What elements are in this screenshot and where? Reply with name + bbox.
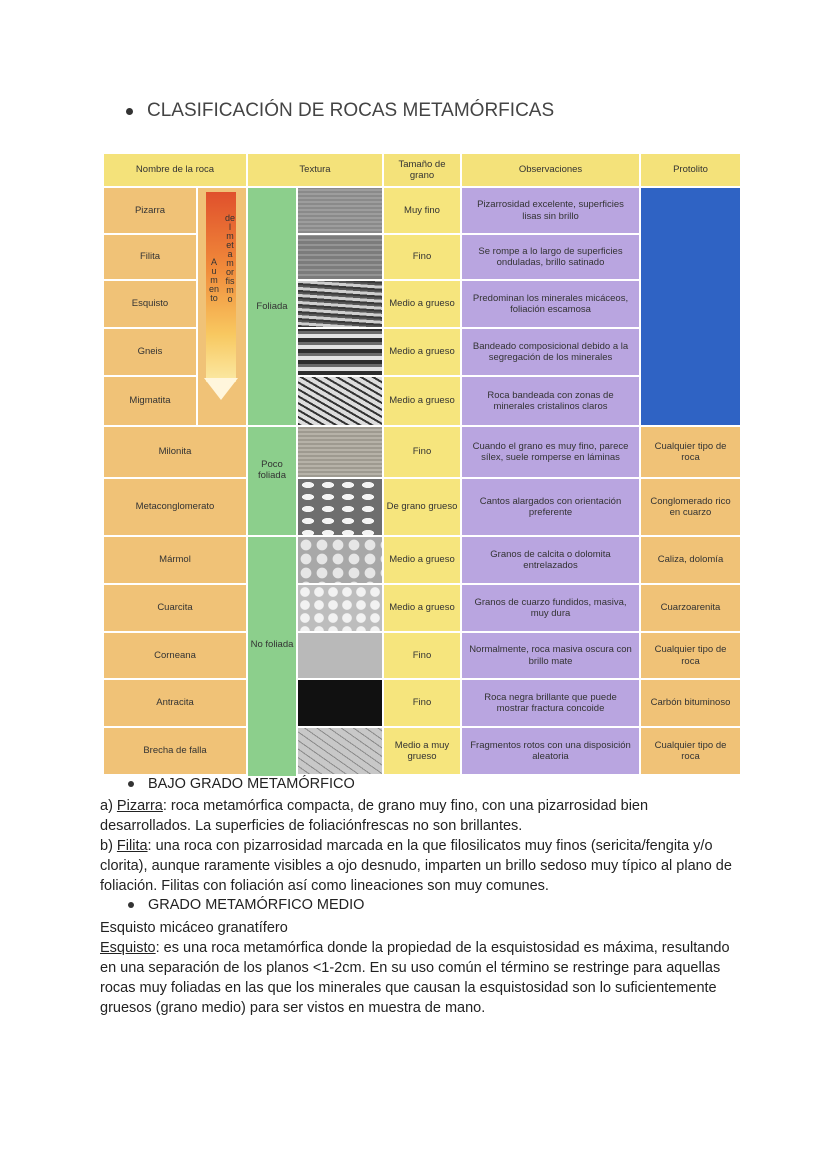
- medio-title-text: GRADO METAMÓRFICO MEDIO: [148, 897, 365, 913]
- texture-group-poco-foliada: Poco foliada: [248, 427, 296, 535]
- texture-group-no-foliada: No foliada: [248, 537, 296, 776]
- observations: Granos de cuarzo fundidos, masiva, muy dura: [462, 585, 639, 631]
- filita-text: : una roca con pizarrosidad marcada en la que filosilicatos muy finos (sericita/fengita y/o clorita), aunque raramente visibles a ojo desnudo, imparten un brillo sedoso muy típico al plano de foliación. Filitas con foliación así como lineaciones son muy comunes.: [100, 838, 732, 894]
- pizarra-prefix: a): [100, 798, 117, 814]
- heading-text: CLASIFICACIÓN DE ROCAS METAMÓRFICAS: [147, 100, 555, 121]
- observations: Roca bandeada con zonas de minerales cristalinos claros: [462, 377, 639, 425]
- header-observations: Observaciones: [462, 154, 639, 186]
- texture-swatch: [298, 235, 382, 279]
- grain-size: Medio a grueso: [384, 537, 460, 583]
- protolith: Caliza, dolomía: [641, 537, 740, 583]
- esquisto-term: Esquisto: [100, 940, 156, 956]
- rock-name: Filita: [104, 235, 196, 279]
- header-protolith: Protolito: [641, 154, 740, 186]
- texture-swatch: [298, 680, 382, 726]
- observations: Roca negra brillante que puede mostrar fractura concoide: [462, 680, 639, 726]
- grain-size: Medio a grueso: [384, 281, 460, 327]
- header-name: Nombre de la roca: [104, 154, 246, 186]
- gradient-label-left: Aumento: [209, 257, 220, 303]
- observations: Cuando el grano es muy fino, parece sílex, suele romperse en láminas: [462, 427, 639, 477]
- paragraph-filita: [100, 836, 740, 896]
- paragraph-pizarra: [100, 796, 740, 836]
- observations: Granos de calcita o dolomita entrelazados: [462, 537, 639, 583]
- header-size: Tamaño de grano: [384, 154, 460, 186]
- rock-name: Corneana: [104, 633, 246, 678]
- observations: Se rompe a lo largo de superficies onduladas, brillo satinado: [462, 235, 639, 279]
- paragraph-esquisto: [100, 938, 740, 1018]
- rock-name: Metaconglomerato: [104, 479, 246, 535]
- observations: Cantos alargados con orientación preferente: [462, 479, 639, 535]
- protolith: Carbón bituminoso: [641, 680, 740, 726]
- observations: Normalmente, roca masiva oscura con brillo mate: [462, 633, 639, 678]
- gradient-label-right: del metamorfismo: [225, 213, 236, 304]
- header-texture: Textura: [248, 154, 382, 186]
- observations: Predominan los minerales micáceos, foliación escamosa: [462, 281, 639, 327]
- esquisto-text: : es una roca metamórfica donde la propiedad de la esquistosidad es máxima, resultando en una separación de los planos <1-2cm. En su uso común el término se restringe para aquellas rocas muy foliadas en las que los minerales que causan la esquistosidad son lo suficientemente gruesos (grano medio) para ser vistos en muestra de mano.: [100, 940, 730, 1016]
- grain-size: De grano grueso: [384, 479, 460, 535]
- arrow-down-icon: [204, 378, 238, 400]
- texture-group-foliada: Foliada: [248, 188, 296, 425]
- grain-size: Fino: [384, 427, 460, 477]
- rock-name: Antracita: [104, 680, 246, 726]
- texture-swatch: [298, 188, 382, 233]
- rock-name: Pizarra: [104, 188, 196, 233]
- pizarra-term: Pizarra: [116, 798, 163, 814]
- texture-swatch: [298, 585, 382, 631]
- grain-size: Fino: [384, 680, 460, 726]
- grain-size: Medio a grueso: [384, 377, 460, 425]
- bullet-icon: [126, 108, 133, 115]
- filita-term: Filita: [116, 838, 148, 854]
- texture-swatch: [298, 479, 382, 535]
- observations: Bandeado composicional debido a la segregación de los minerales: [462, 329, 639, 375]
- protolith: Cuarzoarenita: [641, 585, 740, 631]
- rock-name: Migmatita: [104, 377, 196, 425]
- rock-name: Mármol: [104, 537, 246, 583]
- rock-name: Gneis: [104, 329, 196, 375]
- rock-name: Brecha de falla: [104, 728, 246, 774]
- rock-name: Milonita: [104, 427, 246, 477]
- texture-swatch: [298, 377, 382, 425]
- grain-size: Medio a muy grueso: [384, 728, 460, 774]
- filita-prefix: b): [100, 838, 117, 854]
- bullet-icon: [128, 902, 134, 908]
- grain-size: Medio a grueso: [384, 585, 460, 631]
- section-bajo-title: [128, 776, 355, 792]
- texture-swatch: [298, 728, 382, 774]
- bullet-icon: [128, 781, 134, 787]
- section-medio-title: [128, 897, 364, 913]
- protolith: Cualquier tipo de roca: [641, 633, 740, 678]
- pizarra-text: : roca metamórfica compacta, de grano muy fino, con una pizarrosidad bien desarrollados. La superficies de foliaciónfrescas no son brillantes.: [100, 798, 649, 834]
- protolith: Cualquier tipo de roca: [641, 728, 740, 774]
- texture-swatch: [298, 329, 382, 375]
- metamorphism-gradient: [198, 188, 246, 425]
- protolith: Conglomerado rico en cuarzo: [641, 479, 740, 535]
- protolith-blue-block: [641, 188, 740, 425]
- bajo-title-text: BAJO GRADO METAMÓRFICO: [148, 776, 355, 792]
- grain-size: Fino: [384, 633, 460, 678]
- page-heading: [126, 100, 554, 122]
- observations: Pizarrosidad excelente, superficies lisas sin brillo: [462, 188, 639, 233]
- rock-classification-table: [104, 154, 731, 762]
- grain-size: Fino: [384, 235, 460, 279]
- observations: Fragmentos rotos con una disposición aleatoria: [462, 728, 639, 774]
- texture-swatch: [298, 633, 382, 678]
- protolith: Cualquier tipo de roca: [641, 427, 740, 477]
- texture-swatch: [298, 537, 382, 583]
- medio-subtitle: Esquisto micáceo granatífero: [100, 920, 288, 936]
- grain-size: Muy fino: [384, 188, 460, 233]
- texture-swatch: [298, 427, 382, 477]
- rock-name: Esquisto: [104, 281, 196, 327]
- rock-name: Cuarcita: [104, 585, 246, 631]
- grain-size: Medio a grueso: [384, 329, 460, 375]
- texture-swatch: [298, 281, 382, 327]
